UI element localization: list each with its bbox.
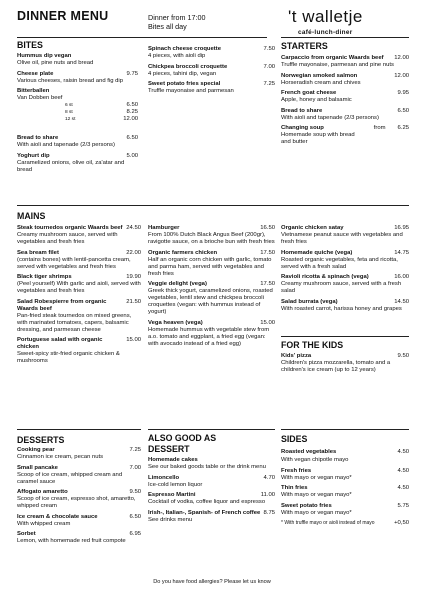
menu-item: Salad Robespierre from organic Waards beef 21.50 Pan-fried steak tournedos on mixed greens, with marinated tomatoes, capers, balsamic dressing, and parmesan cheese bbox=[17, 298, 141, 333]
menu-item: Limoncello 4.70 Ice-cold lemon liquor bbox=[148, 474, 275, 488]
menu-item: Sweet potato fries special 7.25 Truffle mayonaise and parmesan bbox=[148, 81, 275, 94]
section-heading-starters: STARTERS bbox=[281, 41, 328, 51]
menu-item: Black tiger shrimps 19.90 (Peel yourself) With garlic and aioli, served with vegetables and fresh fries bbox=[17, 274, 141, 294]
section-heading-sides: SIDES bbox=[281, 434, 308, 444]
starters-col bbox=[281, 55, 409, 150]
menu-item: Ravioli ricotta & spinach (vega) 16.00 Creamy mushroom sauce, served with a fresh salad bbox=[281, 274, 409, 294]
menu-item: Yoghurt dip 5.00 Caramelized onions, olive oil, za'atar and bread bbox=[17, 152, 138, 173]
menu-item: Spinach cheese croquette 7.50 4 pieces, with aioli dip bbox=[148, 46, 275, 59]
section-heading-desserts: DESSERTS bbox=[17, 435, 65, 445]
sides-col bbox=[281, 449, 409, 526]
section-heading-mains: MAINS bbox=[17, 211, 46, 221]
sides-footnote: * With truffle mayo or aioli instead of mayo +0,50 bbox=[281, 520, 409, 526]
menu-item: Veggie delight (vega) 17.50 Greek thick yogurt, caramelized onions, roasted vegetables, lentil stew and chickpea broccoli croquettes (vegan: with hummus instead of yogurt) bbox=[148, 281, 275, 315]
kids-col bbox=[281, 353, 409, 378]
bites-col-1 bbox=[17, 53, 138, 177]
also-good-col bbox=[148, 457, 275, 527]
page-title: DINNER MENU bbox=[17, 9, 109, 23]
bites-col-2 bbox=[148, 46, 275, 99]
menu-item: Sorbet 6.95 Lemon, with homemade red fruit compote bbox=[17, 531, 141, 544]
menu-item: Changing soup from 6.25 Homemade soup with bread and butter bbox=[281, 125, 409, 145]
menu-item: Cooking pear 7.25 Cinnamon ice cream, pecan nuts bbox=[17, 447, 141, 460]
divider bbox=[281, 336, 409, 337]
divider bbox=[17, 205, 409, 206]
menu-item: Irish-, Italian-, Spanish- of French coffee 8.75 See drinks menu bbox=[148, 509, 275, 523]
section-heading-bites: BITES bbox=[17, 40, 43, 50]
menu-item: Steak tournedos organic Waards beef 24.50 Creamy mushroom sauce, served with vegetables and fresh fries bbox=[17, 225, 141, 245]
bites-all-day: Bites all day bbox=[148, 22, 187, 31]
menu-item: Organic farmers chicken 17.50 Half an organic corn chicken with garlic, tomato and parma ham, served with vegetables and fresh fries bbox=[148, 249, 275, 277]
menu-item: Ice cream & chocolate sauce 6.50 With whipped cream bbox=[17, 513, 141, 527]
menu-item: Bread to share 6.50 With aioli and tapenade (2/3 persons) bbox=[17, 135, 138, 148]
menu-item: Espresso Martini 11.00 Cocktail of vodka, coffee liquor and espresso bbox=[148, 492, 275, 505]
mains-col-1 bbox=[17, 225, 141, 369]
menu-item: Kids' pizza 9.50 Children's pizza mozzarella, tomato and a children's ice cream (up to 12 years) bbox=[281, 353, 409, 373]
menu-item: Sea bream filet 22.00 (contains bones) with lentil-pancetta cream, served with vegetables and fresh fries bbox=[17, 249, 141, 270]
menu-item: Homemade cakes See our baked goods table or the drink menu bbox=[148, 457, 266, 470]
menu-item: Sweet potato fries 5.75 With mayo or vegan mayo* bbox=[281, 502, 409, 516]
menu-item: Bread to share 6.50 With aioli and tapenade (2/3 persons) bbox=[281, 107, 409, 121]
mains-col-3 bbox=[281, 225, 409, 316]
logo: 't walletje bbox=[288, 7, 363, 26]
menu-item: Thin fries 4.50 With mayo or vegan mayo* bbox=[281, 485, 409, 498]
menu-item: Vega heaven (vega) 15.00 Homemade hummus with vegetable stew from a.o. tomato and eggplant, a fried egg (vegan: with avocado instead of a fried egg) bbox=[148, 319, 275, 347]
menu-item: With vegan chipotle mayo bbox=[281, 457, 349, 463]
menu-item: French goat cheese 9.95 Apple, honey and balsamic bbox=[281, 90, 409, 103]
menu-item: Cheese plate 9.75 Various cheeses, raisin bread and fig dip bbox=[17, 70, 138, 84]
menu-item: Norwegian smoked salmon 12.00 Horseradish cream and chives bbox=[281, 72, 409, 86]
menu-item: Organic chicken satay 16.95 Vietnamese peanut sauce with vegetables and fresh fries bbox=[281, 225, 409, 245]
divider bbox=[281, 37, 409, 38]
divider bbox=[17, 37, 267, 38]
menu-item: Roasted vegetables 4.50 bbox=[281, 449, 409, 455]
divider bbox=[148, 429, 275, 430]
tagline: café-lunch-diner bbox=[298, 29, 353, 36]
menu-item: Small pancake 7.00 Scoop of ice cream, whipped cream and caramel sauce bbox=[17, 464, 141, 485]
mains-col-2 bbox=[148, 225, 275, 351]
section-heading-kids: FOR THE KIDS bbox=[281, 340, 344, 350]
section-heading-also-good: ALSO GOOD AS DESSERT bbox=[148, 433, 217, 454]
menu-item: Salad burrata (vega) 14.50 With roasted carrot, harissa honey and grapes bbox=[281, 298, 409, 312]
divider bbox=[281, 429, 409, 430]
menu-item: Homemade quiche (vega) 14.75 Roasted organic vegetables, feta and ricotta, served with a fresh salad bbox=[281, 249, 409, 270]
menu-item: Affogato amaretto 9.50 Scoop of ice cream, espresso shot, amaretto, whipped cream bbox=[17, 489, 141, 509]
divider bbox=[17, 429, 141, 430]
menu-item: Fresh fries 4.50 With mayo or vegan mayo* bbox=[281, 467, 409, 481]
menu-item: Chickpea broccoli croquette 7.00 4 pieces, tahini dip, vegan bbox=[148, 63, 275, 77]
menu-item: Carpaccio from organic Waards beef 12.00 Truffle mayonaise, parmesan and pine nuts bbox=[281, 55, 409, 68]
desserts-col bbox=[17, 447, 141, 549]
dinner-time: Dinner from 17:00 bbox=[148, 13, 206, 22]
menu-item: Portuguese salad with organic chicken 15.00 Sweet-spicy stir-fried organic chicken & mushrooms bbox=[17, 337, 141, 364]
menu-item: Hamburger 16.50 From 100% Dutch Black Angus Beef (200gr), ravigotte sauce, on a brioche bun with fresh fries bbox=[148, 225, 275, 245]
menu-item: Bitterballen Van Dobben beef 6 st 6.50 8 st 8.25 12 st 12.00 bbox=[17, 88, 138, 122]
allergy-notice: Do you have food allergies? Please let us know bbox=[153, 579, 271, 585]
menu-item: Hummus dip vegan Olive oil, pine nuts and bread bbox=[17, 53, 94, 66]
size-options: 6 st 6.50 8 st 8.25 12 st 12.00 bbox=[65, 102, 138, 122]
